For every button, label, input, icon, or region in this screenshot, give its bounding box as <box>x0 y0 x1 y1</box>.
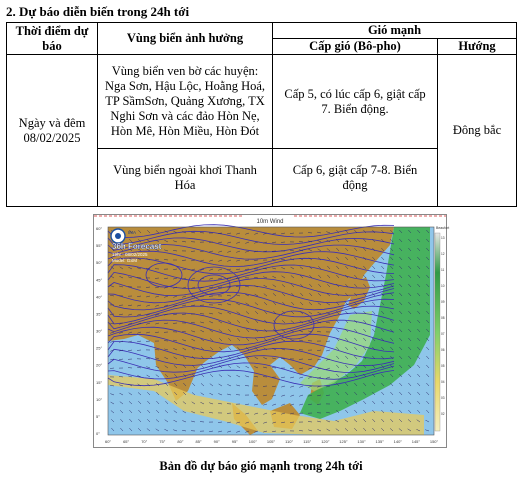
latitude-label: 35° <box>96 311 103 317</box>
legend-labels <box>441 236 445 416</box>
header-area: Vùng biển ảnh hưởng <box>98 23 273 55</box>
map-caption: Bản đồ dự báo gió mạnh trong 24h tới <box>159 459 363 473</box>
longitude-label: 70° <box>141 439 148 444</box>
latitude-label: 45° <box>96 277 103 283</box>
level-cell-offshore: Cấp 6, giật cấp 7-8. Biển động <box>273 149 438 207</box>
longitude-labels <box>105 439 439 444</box>
longitude-label: 85° <box>195 439 202 444</box>
agency-name: IMA <box>128 230 137 235</box>
longitude-label: 80° <box>177 439 184 444</box>
longitude-label: 95° <box>231 439 238 444</box>
latitude-label: 25° <box>96 345 103 351</box>
legend-label: 02 <box>441 412 445 416</box>
legend-title: Beaufort <box>436 226 450 230</box>
level-cell-coastal: Cấp 5, có lúc cấp 6, giật cấp 7. Biển động. <box>273 55 438 149</box>
wind-forecast-map <box>93 214 450 448</box>
map-title: 10m Wind <box>256 219 284 225</box>
direction-cell: Đông bắc <box>438 55 517 207</box>
longitude-label: 130° <box>357 439 366 444</box>
latitude-label: 15° <box>96 379 103 385</box>
forecast-valid: 19hr - 08/02/2025 <box>112 252 148 257</box>
latitude-label: 40° <box>96 294 103 300</box>
latitude-label: 10° <box>96 396 103 402</box>
longitude-label: 145° <box>411 439 421 444</box>
legend-label: 11 <box>441 268 445 272</box>
longitude-label: 115° <box>303 439 312 444</box>
area-cell-offshore: Vùng biển ngoài khơi Thanh Hóa <box>98 149 273 207</box>
time-cell: Ngày và đêm 08/02/2025 <box>7 55 98 207</box>
longitude-label: 100° <box>248 439 258 444</box>
legend-label: 08 <box>441 316 445 320</box>
longitude-label: 150° <box>429 439 439 444</box>
legend-label: 10 <box>441 284 445 288</box>
longitude-label: 140° <box>393 439 402 444</box>
legend-label: 04 <box>441 380 445 384</box>
longitude-label: 110° <box>285 439 294 444</box>
latitude-label: 20° <box>96 362 103 368</box>
longitude-label: 65° <box>123 439 130 444</box>
forecast-table <box>6 22 517 207</box>
longitude-label: 60° <box>104 439 112 444</box>
header-direction: Hướng <box>438 39 517 55</box>
latitude-label: 5° <box>96 413 100 419</box>
forecast-label: 36h Forecast <box>112 242 162 251</box>
legend-label: 12 <box>441 252 445 256</box>
header-strong-wind: Gió mạnh <box>273 23 517 39</box>
header-time: Thời điểm dự báo <box>7 23 98 55</box>
latitude-labels <box>96 226 102 436</box>
latitude-label: 55° <box>96 243 103 249</box>
section-heading: 2. Dự báo diễn biến trong 24h tới <box>6 4 190 19</box>
longitude-label: 75° <box>159 439 166 444</box>
legend-label: 05 <box>441 364 445 368</box>
agency-logo <box>111 229 125 243</box>
latitude-label: 50° <box>96 260 103 266</box>
longitude-label: 105° <box>266 439 276 444</box>
header-level: Cấp gió (Bô-pho) <box>273 39 438 55</box>
legend-label: 07 <box>441 332 445 336</box>
latitude-label: 0° <box>96 431 100 436</box>
legend-label: 03 <box>441 396 445 400</box>
legend-label: 06 <box>441 348 445 352</box>
legend-color-bar <box>435 233 440 431</box>
latitude-label: 60° <box>96 226 103 231</box>
longitude-label: 120° <box>321 439 330 444</box>
longitude-label: 90° <box>213 439 220 444</box>
legend-label: 13 <box>441 236 445 240</box>
legend-label: 09 <box>441 300 445 304</box>
latitude-label: 30° <box>96 328 103 334</box>
longitude-label: 135° <box>375 439 384 444</box>
longitude-label: 125° <box>339 439 348 444</box>
area-cell-coastal: Vùng biển ven bờ các huyện: Nga Sơn, Hậu Lộc, Hoằng Hoá, TP SầmSơn, Quảng Xương, TX Nghi Sơn và các đảo Hòn Nẹ, Hòn Mê, Hòn Miều, Hòn Đót <box>98 55 273 149</box>
forecast-model: Model: GSM <box>112 258 138 263</box>
wind-map-svg <box>94 215 450 447</box>
